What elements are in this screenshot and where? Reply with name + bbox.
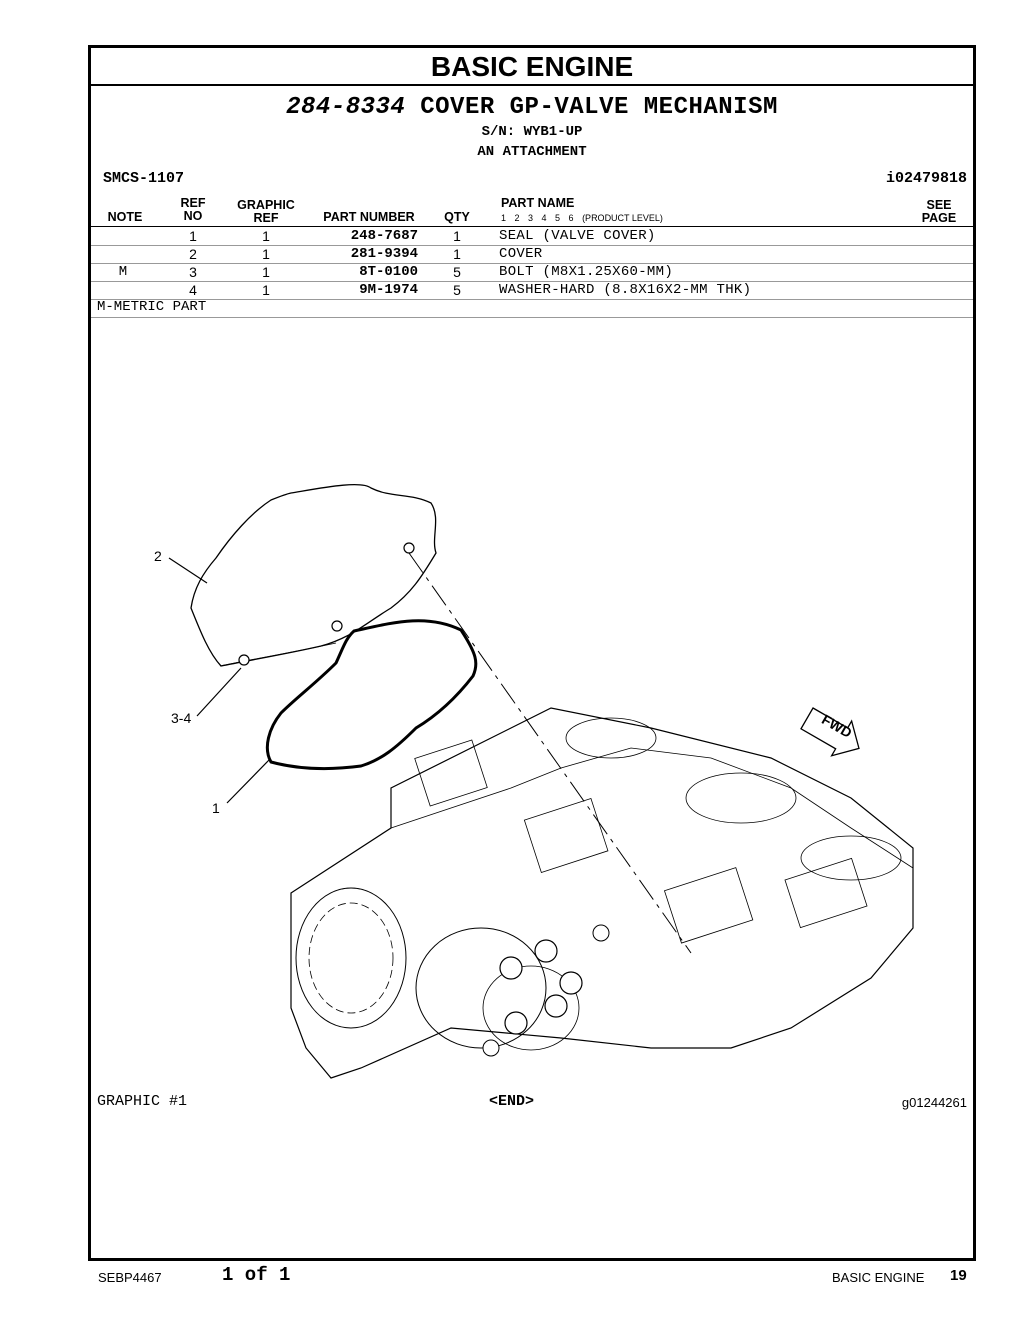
callout-3-4-leader	[197, 668, 241, 716]
footer-page-number: 19	[950, 1267, 967, 1284]
product-level-numbers: 1 2 3 4 5 6	[501, 213, 574, 223]
row-part-name: WASHER-HARD (8.8X16X2-MM THK)	[499, 282, 752, 298]
exploded-view-illustration	[91, 48, 973, 1258]
header-note: NOTE	[107, 210, 143, 224]
group-part-number: 284-8334	[286, 94, 406, 121]
footer-page-of: 1 of 1	[222, 1264, 291, 1286]
attachment-label: AN ATTACHMENT	[477, 144, 587, 160]
fwd-label: FWD	[819, 711, 855, 741]
row-ref: 3	[189, 264, 197, 280]
callout-1: 1	[212, 800, 220, 816]
row-part-name: COVER	[499, 246, 543, 262]
header-qty: QTY	[444, 210, 470, 224]
row-graphic-ref: 1	[262, 264, 270, 280]
row-graphic-ref: 1	[262, 282, 270, 298]
row-part-number[interactable]: 8T-0100	[359, 264, 418, 280]
graphic-id: g01244261	[901, 1095, 967, 1110]
header-part-name: PART NAME	[501, 196, 575, 210]
end-marker: <END>	[489, 1093, 535, 1110]
section-title: BASIC ENGINE	[91, 48, 973, 86]
row-qty: 5	[453, 282, 461, 298]
serial-range: S/N: WYB1-UP	[481, 124, 583, 140]
row-qty: 1	[453, 246, 461, 262]
row-graphic-ref: 1	[262, 246, 270, 262]
footer-section: BASIC ENGINE	[832, 1270, 925, 1285]
valve-cover-drawing	[191, 485, 436, 666]
header-see-page-line2: PAGE	[921, 211, 957, 225]
callout-2: 2	[154, 548, 162, 564]
callout-3-4: 3-4	[171, 710, 192, 726]
seal-drawing	[267, 621, 476, 769]
header-part-number: PART NUMBER	[323, 210, 415, 224]
header-see-page-line1: SEE	[926, 198, 952, 212]
bolt-path-line	[409, 553, 691, 953]
row-qty: 5	[453, 264, 461, 280]
header-ref-no-line1: REF	[180, 196, 206, 210]
row-ref: 1	[189, 228, 197, 244]
row-part-name: BOLT (M8X1.25X60-MM)	[499, 264, 674, 280]
page-frame	[88, 45, 976, 1261]
header-graphic-ref-line1: GRAPHIC	[237, 198, 295, 212]
graphic-label: GRAPHIC #1	[97, 1093, 188, 1110]
row-note: M	[118, 264, 128, 280]
info-id: i02479818	[885, 170, 967, 187]
row-qty: 1	[453, 228, 461, 244]
group-name: COVER GP-VALVE MECHANISM	[420, 94, 778, 121]
bolt-drawing	[404, 543, 414, 553]
header-ref-no-line2: NO	[183, 209, 203, 223]
metric-footnote: M-METRIC PART	[97, 299, 207, 315]
row-part-number[interactable]: 9M-1974	[359, 282, 418, 298]
engine-block-drawing	[291, 708, 913, 1078]
bolt-drawing	[332, 621, 342, 631]
row-part-number[interactable]: 281-9394	[350, 246, 418, 262]
row-part-number[interactable]: 248-7687	[350, 228, 418, 244]
callout-2-leader	[169, 558, 207, 583]
bolt-drawing	[239, 655, 249, 665]
row-ref: 4	[189, 282, 197, 298]
row-graphic-ref: 1	[262, 228, 270, 244]
product-level-label: (PRODUCT LEVEL)	[582, 213, 663, 223]
row-part-name: SEAL (VALVE COVER)	[499, 228, 656, 244]
smcs-code: SMCS-1107	[103, 170, 185, 187]
callout-1-leader	[227, 760, 269, 803]
header-graphic-ref-line2: REF	[253, 211, 279, 225]
row-ref: 2	[189, 246, 197, 262]
footer-doc-number: SEBP4467	[98, 1270, 162, 1285]
